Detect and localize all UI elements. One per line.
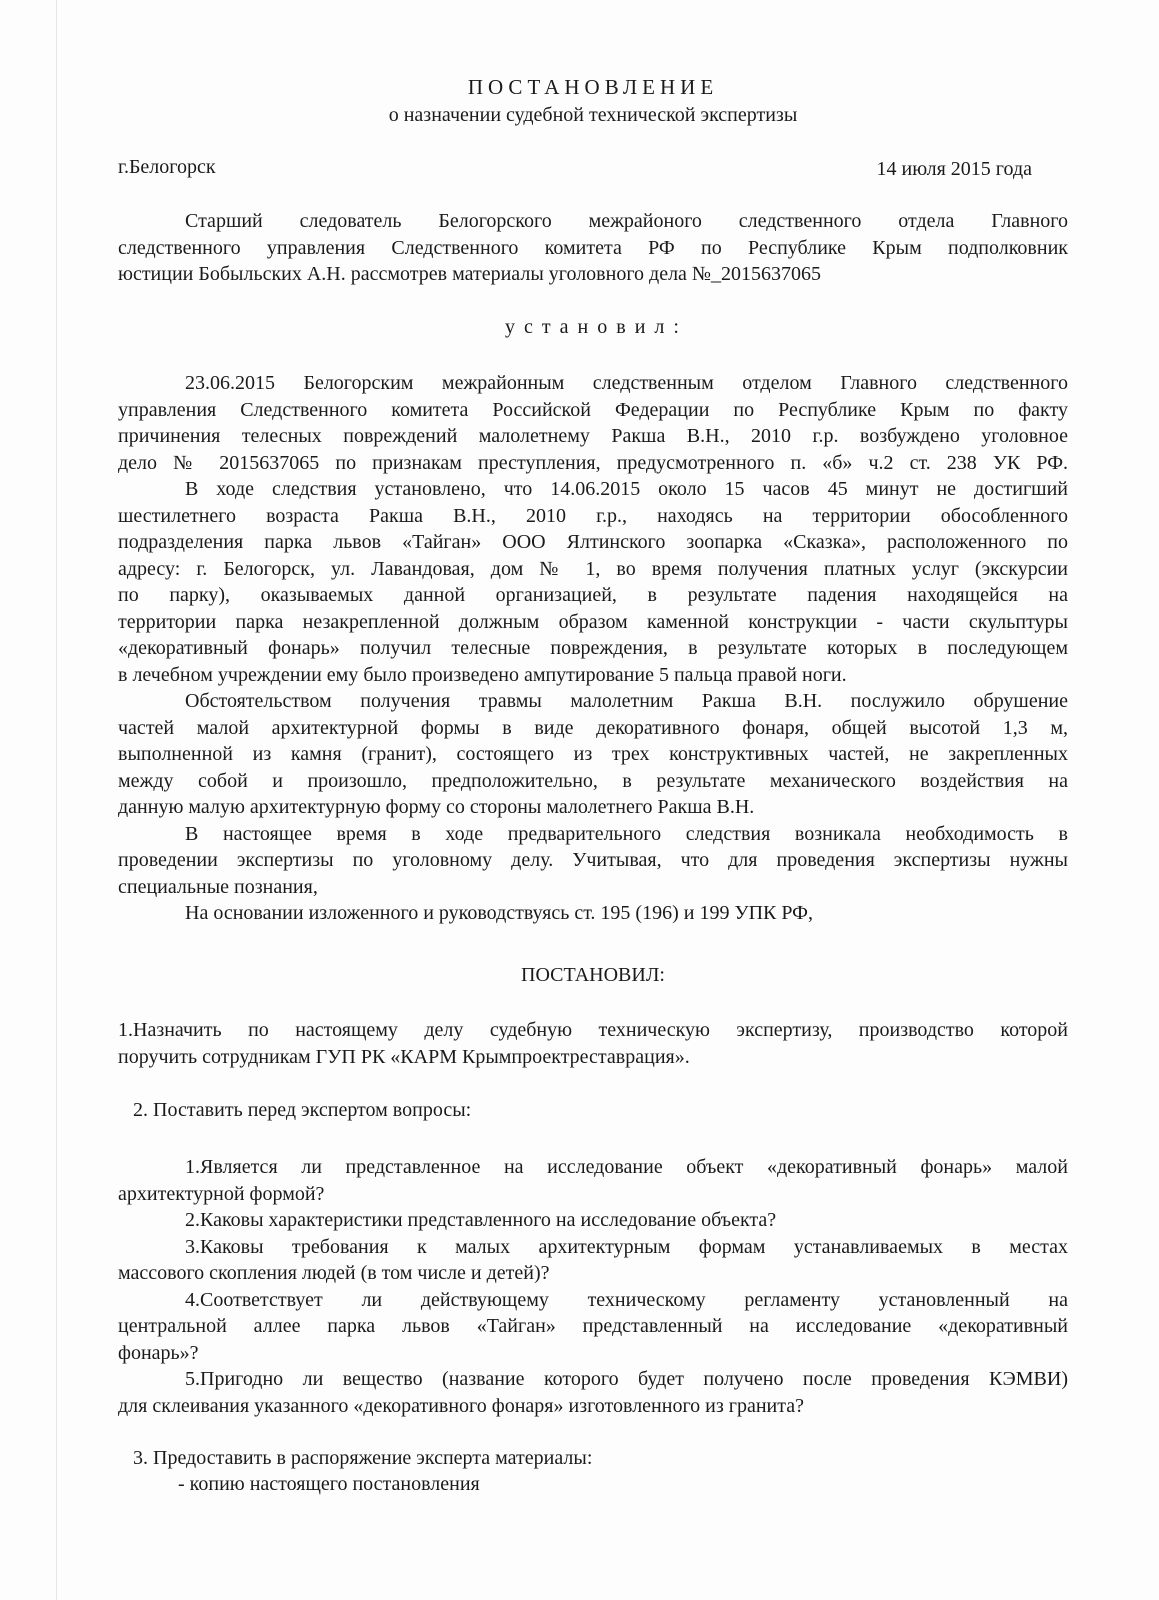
- text-line: в лечебном учреждении ему было произведено ампутирование 5 пальца правой ноги.: [118, 663, 847, 686]
- text-line: адресу: г. Белогорск, ул. Лавандовая, дом № 1, во время получения платных услуг (экскурсии: [118, 557, 1068, 580]
- question-line: массового скопления людей (в том числе и детей)?: [118, 1262, 550, 1284]
- text-line: В настоящее время в ходе предварительного следствия возникала необходимость в: [185, 822, 1068, 845]
- text-line: юстиции Бобыльских А.Н. рассмотрев материалы уголовного дела №_2015637065: [118, 263, 822, 285]
- text-line: между собой и произошло, предположительно, в результате механического воздействия на: [118, 769, 1068, 792]
- item-3: 3. Предоставить в распоряжение эксперта материалы:: [133, 1447, 593, 1469]
- text-line: поручить сотрудникам ГУП РК «КАРМ Крымпроектреставрация».: [118, 1045, 690, 1068]
- question-line: для склеивания указанного «декоративного фонаря» изготовленного из гранита?: [118, 1394, 804, 1417]
- question-line: 2.Каковы характеристики представленного на исследование объекта?: [185, 1209, 777, 1231]
- text-line: частей малой архитектурной формы в виде декоративного фонаря, общей высотой 1,3 м,: [118, 716, 1068, 739]
- text-line: по парку), оказываемых данной организацией, в результате падения находящейся на: [118, 584, 1068, 606]
- text-line: причинения телесных повреждений малолетнему Ракша В.Н., 2010 г.р. возбуждено уголовное: [118, 425, 1068, 447]
- question-line: 3.Каковы требования к малых архитектурным формам устанавливаемых в местах: [185, 1235, 1068, 1258]
- text-line: Старший следователь Белогорского межрайоного следственного отдела Главного: [185, 210, 1068, 232]
- date: 14 июля 2015 года: [876, 158, 1032, 180]
- item-3-list-entry: - копию настоящего постановления: [178, 1473, 480, 1495]
- document-subtitle: о назначении судебной технической экспертизы: [388, 104, 798, 126]
- text-line: выполненной из камня (гранит), состоящего из трех конструктивных частей, не закрепленных: [118, 743, 1068, 765]
- text-line: шестилетнего возраста Ракша В.Н., 2010 г.р., находясь на территории обособленного: [118, 504, 1068, 527]
- text-line: На основании изложенного и руководствуясь ст. 195 (196) и 199 УПК РФ,: [185, 902, 813, 924]
- text-line: проведении экспертизы по уголовному делу. Учитывая, что для проведения экспертизы нужны: [118, 849, 1068, 871]
- text-line: территории парка незакрепленной должным образом каменной конструкции - части скульптуры: [118, 610, 1068, 633]
- text-line: дело № 2015637065 по признакам преступления, предусмотренного п. «б» ч.2 ст. 238 УК РФ.: [118, 451, 1068, 474]
- question-line: архитектурной формой?: [118, 1182, 325, 1205]
- text-line: Обстоятельством получения травмы малолетним Ракша В.Н. послужило обрушение: [185, 690, 1068, 712]
- question-line: 5.Пригодно ли вещество (название которого будет получено после проведения КЭМВИ): [185, 1368, 1068, 1390]
- text-line: 23.06.2015 Белогорским межрайонным следственным отделом Главного следственного: [185, 372, 1068, 394]
- text-line: подразделения парка львов «Тайган» ООО Ялтинского зоопарка «Сказка», расположенного по: [118, 531, 1068, 553]
- text-line: данную малую архитектурную форму со стороны малолетнего Ракша В.Н.: [118, 796, 755, 818]
- question-line: 4.Соответствует ли действующему техническому регламенту установленный на: [185, 1288, 1068, 1311]
- question-line: 1.Является ли представленное на исследование объект «декоративный фонарь» малой: [185, 1156, 1068, 1178]
- item-2: 2. Поставить перед экспертом вопросы:: [133, 1099, 472, 1121]
- established-paragraphs: [118, 370, 1068, 927]
- text-line: В ходе следствия установлено, что 14.06.2015 около 15 часов 45 минут не достигший: [185, 478, 1068, 500]
- text-line: 1.Назначить по настоящему делу судебную техническую экспертизу, производство которой: [118, 1019, 1068, 1041]
- city: г.Белогорск: [118, 156, 216, 178]
- text-line: «декоративный фонарь» получил телесные повреждения, в результате которых в последующем: [118, 637, 1068, 659]
- document-title: ПОСТАНОВЛЕНИЕ: [467, 75, 719, 99]
- item-1: [118, 1017, 1068, 1070]
- text-line: управления Следственного комитета Российской Федерации по Республике Крым по факту: [118, 398, 1068, 421]
- resolved-heading: ПОСТАНОВИЛ:: [521, 964, 665, 986]
- text-line: следственного управления Следственного комитета РФ по Республике Крым подполковник: [118, 236, 1068, 259]
- questions-list: [118, 1154, 1068, 1419]
- established-heading: у с т а н о в и л :: [505, 316, 681, 338]
- text-line: специальные познания,: [118, 875, 318, 898]
- intro-paragraph: [118, 208, 1068, 288]
- scan-edge: [56, 0, 57, 1600]
- question-line: центральной аллее парка львов «Тайган» представленный на исследование «декоративный: [118, 1315, 1068, 1337]
- question-line: фонарь»?: [118, 1341, 199, 1364]
